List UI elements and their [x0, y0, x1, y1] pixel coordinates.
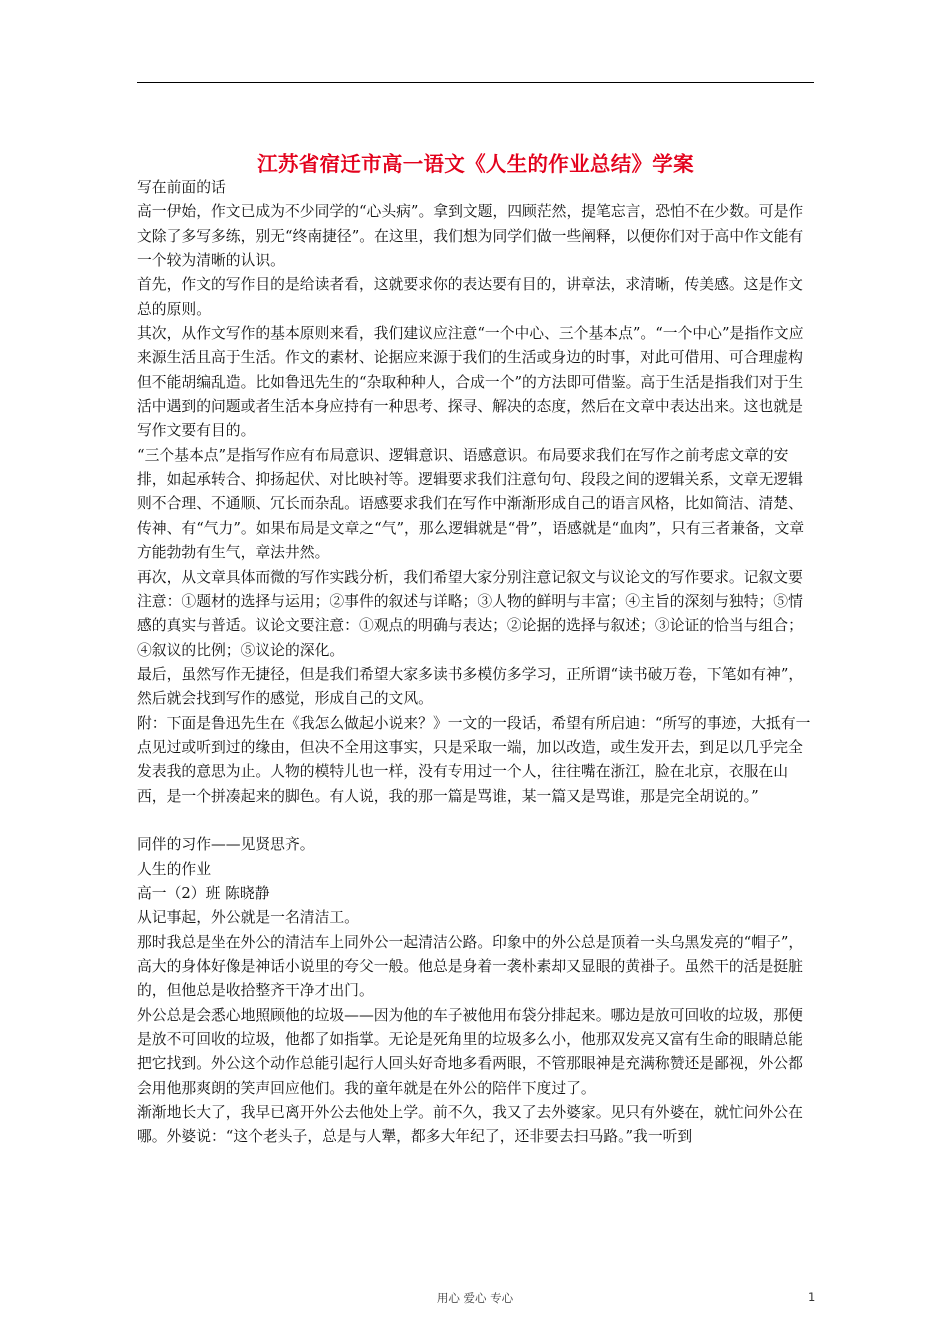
paragraph: 再次，从文章具体而微的写作实践分析，我们希望大家分别注意记叙文与议论文的写作要求。记叙文要注意：①题材的选择与运用；②事件的叙述与详略；③人物的鲜明与丰富；④主旨的深刻与独特；⑤情感的真实与普适。议论文要注意：①观点的明确与表达；②论据的选择与叙述；③论证的恰当与组合；④叙议的比例；⑤议论的深化。 — [137, 568, 803, 659]
paragraph: 高一伊始，作文已成为不少同学的“心头病”。拿到文题，四顾茫然，提笔忘言，恐怕不在少数。可是作文除了多写多练，别无“终南捷径”。在这里，我们想为同学们做一些阐释，以便你们对于高中作文能有一个较为清晰的认识。 — [137, 203, 804, 270]
document-body — [137, 176, 816, 1150]
paragraph: 最后，虽然写作无捷径，但是我们希望大家多读书多模仿多学习，正所谓“读书破万卷，下笔如有神”，然后就会找到写作的感觉，形成自己的文风。 — [137, 665, 804, 708]
paragraph: 首先，作文的写作目的是给读者看，这就要求你的表达要有目的，讲章法，求清晰，传美感。这是作文总的原则。 — [137, 276, 803, 318]
document-title: 江苏省宿迁市高一语文《人生的作业总结》学案 — [257, 152, 694, 176]
paragraph: 那时我总是坐在外公的清洁车上同外公一起清洁公路。印象中的外公总是顶着一头乌黑发亮的“帽子”，高大的身体好像是神话小说里的夸父一般。他总是身着一袭朴素却又显眼的黄褂子。虽然干的活是挺脏的，但他总是收拾整齐干净才出门。 — [137, 933, 804, 1000]
paragraph: “三个基本点”是指写作应有布局意识、逻辑意识、语感意识。布局要求我们在写作之前考虑文章的安排，如起承转合、抑扬起伏、对比映衬等。逻辑要求我们注意句句、段段之间的逻辑关系，文章无逻辑则不合理、不通顺、冗长而杂乱。语感要求我们在写作中渐渐形成自己的语言风格，比如简洁、清楚、传神、有“气力”。如果布局是文章之“气”，那么逻辑就是“骨”，语感就是“血肉”，只有三者兼备，文章方能勃勃有生气，章法井然。 — [137, 446, 805, 562]
blank-line — [137, 809, 816, 833]
page-number: 1 — [808, 1290, 816, 1304]
paragraph: 人生的作业 — [137, 860, 211, 878]
header-rule — [137, 82, 814, 83]
paragraph: 渐渐地长大了，我早已离开外公去他处上学。前不久，我又了去外婆家。见只有外婆在，就忙问外公在哪。外婆说：“这个老头子，总是与人犟，都多大年纪了，还非要去扫马路。”我一听到 — [137, 1104, 803, 1146]
paragraph: 同伴的习作——见贤思齐。 — [137, 836, 315, 854]
paragraph: 高一（2）班 陈晓静 — [137, 884, 270, 902]
paragraph: 外公总是会悉心地照顾他的垃圾——因为他的车子被他用布袋分排起来。哪边是放可回收的垃圾，那便是放不可回收的垃圾，他都了如指掌。无论是死角里的垃圾多么小，他那双发亮又富有生命的眼睛总能把它找到。外公这个动作总能引起行人回头好奇地多看两眼，不管那眼神是充满称赞还是鄙视，外公都会用他那爽朗的笑声回应他们。我的童年就是在外公的陪伴下度过了。 — [137, 1006, 803, 1097]
paragraph: 从记事起，外公就是一名清洁工。 — [137, 909, 359, 927]
paragraph: 其次，从作文写作的基本原则来看，我们建议应注意“一个中心、三个基本点”。“一个中心”是指作文应来源生活且高于生活。作文的素材、论据应来源于我们的生活或身边的时事，对此可借用、可合理虚构但不能胡编乱造。比如鲁迅先生的“杂取种种人，合成一个”的方法即可借鉴。高于生活是指我们对于生活中遇到的问题或者生活本身应持有一种思考、探寻、解决的态度，然后在文章中表达出来。这也就是写作文要有目的。 — [137, 325, 804, 440]
footer-motto: 用心 爱心 专心 — [436, 1291, 514, 1305]
paragraph: 写在前面的话 — [137, 179, 226, 196]
paragraph: 附：下面是鲁迅先生在《我怎么做起小说来？》一文的一段话，希望有所启迪：“所写的事迹，大抵有一点见过或听到过的缘由，但决不全用这事实，只是采取一端，加以改造，或生发开去，到足以几乎完全发表我的意思为止。人物的模特儿也一样，没有专用过一个人，往往嘴在浙江，脸在北京，衣服在山西，是一个拼凑起来的脚色。有人说，我的那一篇是骂谁，某一篇又是骂谁，那是完全胡说的。” — [137, 714, 811, 805]
